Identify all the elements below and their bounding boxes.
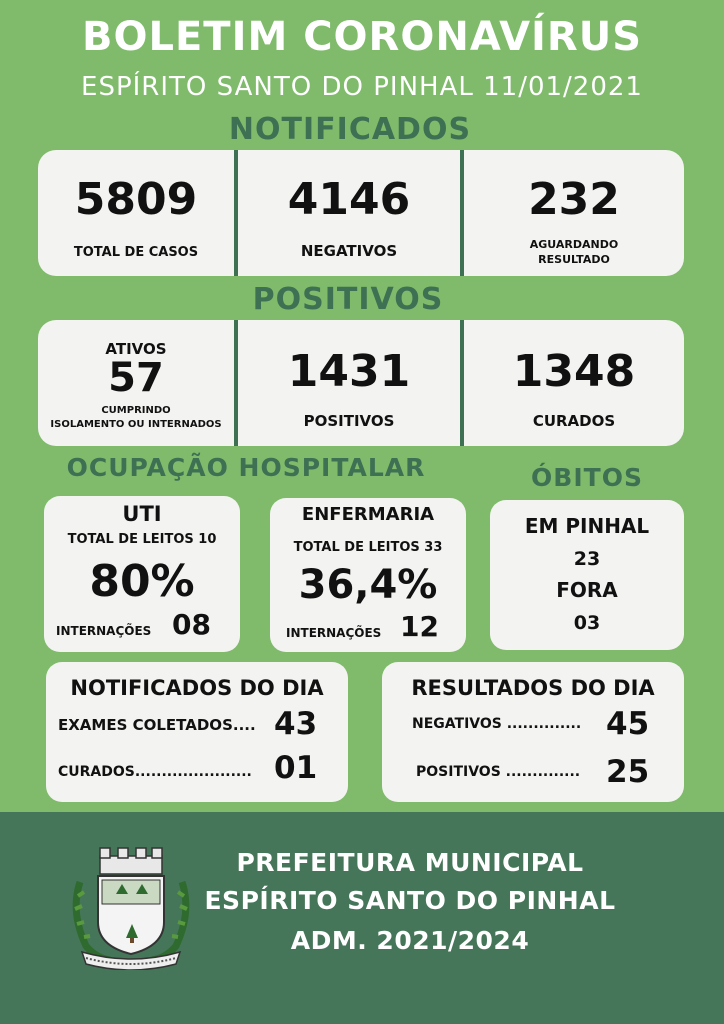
resultados-dia-card <box>382 662 684 802</box>
positivos-heading: POSITIVOS <box>252 282 444 317</box>
enfermaria-card <box>270 498 466 652</box>
ativos-label: ATIVOS <box>105 340 167 358</box>
negativos-cell <box>238 174 460 260</box>
notificados-dia-heading: NOTIFICADOS DO DIA <box>70 676 324 700</box>
ocupacao-heading: OCUPAÇÃO HOSPITALAR <box>66 453 426 482</box>
em-pinhal-label: EM PINHAL <box>524 514 650 538</box>
notificados-heading: NOTIFICADOS <box>228 112 472 147</box>
notificados-dia-card <box>46 662 348 802</box>
curados-dia-value: 01 <box>274 750 318 786</box>
curados-cell <box>464 346 684 430</box>
aguardando-label-line1: AGUARDANDO <box>529 238 619 251</box>
curados-dia-label: CURADOS...................... <box>58 764 252 780</box>
ativos-cell <box>38 340 234 431</box>
positivos-value: 1431 <box>287 346 411 397</box>
bulletin-title: BOLETIM CORONAVÍRUS <box>81 14 642 60</box>
resultados-negativos-label: NEGATIVOS .............. <box>412 716 582 732</box>
aguardando-value: 232 <box>528 174 620 225</box>
obitos-card <box>490 500 684 650</box>
total-casos-value: 5809 <box>74 174 198 225</box>
exames-value: 43 <box>274 706 318 742</box>
enfermaria-title: ENFERMARIA <box>301 504 435 525</box>
uti-title: UTI <box>122 502 162 526</box>
negativos-value: 4146 <box>287 174 411 225</box>
resultados-positivos-label: POSITIVOS .............. <box>416 764 581 780</box>
positivos-label: POSITIVOS <box>303 412 395 430</box>
bulletin-subtitle: ESPÍRITO SANTO DO PINHAL 11/01/2021 <box>81 72 643 102</box>
positivos-cell <box>238 346 460 430</box>
footer-line-1: PREFEITURA MUNICIPAL <box>236 848 584 877</box>
negativos-label: NEGATIVOS <box>300 242 398 260</box>
ativos-note-line1: CUMPRINDO <box>101 405 171 416</box>
obitos-heading: ÓBITOS <box>531 463 643 492</box>
total-casos-label: TOTAL DE CASOS <box>73 245 199 260</box>
uti-internacoes-value: 08 <box>172 608 211 641</box>
notificados-panel <box>38 150 684 276</box>
footer-line-2: ESPÍRITO SANTO DO PINHAL <box>204 886 616 915</box>
curados-label: CURADOS <box>532 412 616 430</box>
resultados-positivos-value: 25 <box>606 754 650 790</box>
em-pinhal-value: 23 <box>573 548 601 570</box>
uti-leitos: TOTAL DE LEITOS 10 <box>67 532 217 547</box>
uti-card <box>44 496 240 652</box>
total-casos-cell <box>38 174 234 262</box>
enfermaria-percent: 36,4% <box>298 562 438 608</box>
enfermaria-internacoes-value: 12 <box>400 610 439 643</box>
fora-value: 03 <box>573 612 601 634</box>
uti-internacoes-label: INTERNAÇÕES <box>56 624 152 638</box>
curados-value: 1348 <box>512 346 636 397</box>
enfermaria-internacoes-label: INTERNAÇÕES <box>286 626 382 640</box>
fora-label: FORA <box>556 578 618 602</box>
exames-label: EXAMES COLETADOS.... <box>58 716 256 734</box>
ativos-value: 57 <box>108 355 164 401</box>
municipal-crest-icon <box>66 842 196 970</box>
aguardando-label-line2: RESULTADO <box>538 252 610 266</box>
footer-line-3: ADM. 2021/2024 <box>290 926 530 955</box>
resultados-negativos-value: 45 <box>606 706 650 742</box>
positivos-panel <box>38 320 684 446</box>
ativos-note-line2: ISOLAMENTO OU INTERNADOS <box>50 418 222 430</box>
resultados-dia-heading: RESULTADOS DO DIA <box>411 676 655 700</box>
uti-percent: 80% <box>89 556 195 607</box>
aguardando-cell <box>464 174 684 268</box>
enfermaria-leitos: TOTAL DE LEITOS 33 <box>293 540 443 555</box>
